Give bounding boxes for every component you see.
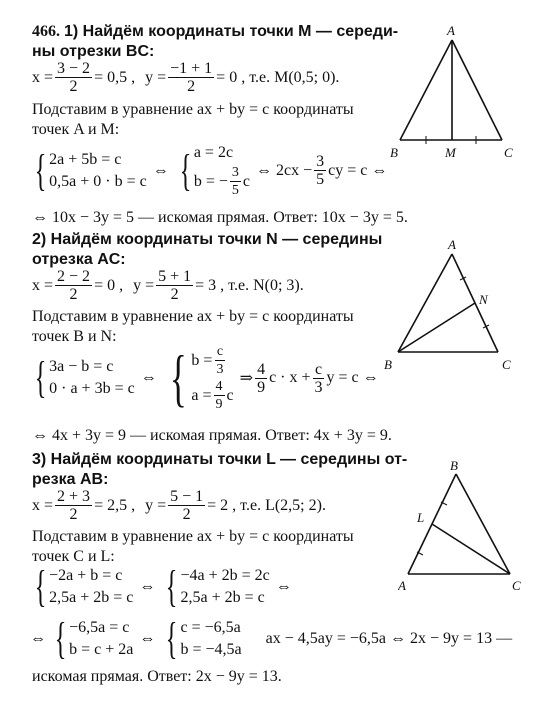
- part2-sub2: точек B и N:: [32, 328, 117, 345]
- part3-answer: искомая прямая. Ответ: 2x − 9y = 13.: [32, 668, 282, 685]
- svg-text:C: C: [512, 578, 521, 593]
- part2-heading-2: отрезка AC:: [32, 251, 126, 268]
- svg-text:A: A: [398, 578, 406, 593]
- part1-answer: ⇔ 10x − 3y = 5 — искомая прямая. Ответ: 10x − 3y = 5.: [32, 209, 408, 226]
- part3-systems-2: ⇔ { −6,5a = c b = c + 2a ⇔ { c = −6,5a b = −4,5a ax − 4,5ay = −6,5a ⇔ 2x − 9y = 13 —: [30, 614, 513, 663]
- part1-coords: x = $\frac{3 - 2}{2}$ = 0,5 , y = $\frac{-1 + 1}{2}$ = 0 , т.е. M(0,5; 0).: [32, 60, 340, 95]
- system: { 2a + 5b = c 0,5a + 0 · b = c: [34, 145, 147, 195]
- part3-heading: 3) Найдём координаты точки L — середины от-: [32, 451, 408, 468]
- part2-systems: { 3a − b = c 0 · a + 3b = c ⇔ { b = $\frac{c}{3}$ a = $\frac{4}{9}$ c ⇒ $\frac{4}{9}$ c · x + $\frac{c}{3}$ y = c ⇔: [30, 343, 379, 413]
- svg-text:A: A: [447, 23, 455, 38]
- system: { 3a − b = c 0 · a + 3b = c: [34, 353, 135, 402]
- part2-coords: x = $\frac{2 - 2}{2}$ = 0 , y = $\frac{5 + 1}{2}$ = 3 , т.е. N(0; 3).: [32, 268, 304, 303]
- part1-systems: { 2a + 5b = c 0,5a + 0 · b = c ⇔ { a = 2c b = − $\frac{3}{5}$ c ⇔ 2cx − $\frac{3}{5}$ cy = c ⇔: [30, 142, 387, 199]
- svg-text:L: L: [417, 510, 425, 525]
- part2-heading: 2) Найдём координаты точки N — середины: [32, 231, 383, 248]
- triangle-abc-diagram-2: [380, 232, 520, 382]
- part3-coords: x = $\frac{2 + 3}{2}$ = 2,5 , y = $\frac{5 - 1}{2}$ = 2 , т.е. L(2,5; 2).: [32, 488, 326, 523]
- part1-heading: 466. 1) Найдём координаты точки M — середи-: [32, 23, 399, 40]
- part3-systems-1: { −2a + b = c 2,5a + 2b = c ⇔ { −4a + 2b = 2c 2,5a + 2b = c ⇔: [30, 565, 292, 609]
- part3-sub1: Подставим в уравнение ax + by = c координаты: [32, 528, 354, 545]
- part1-sub2: точек A и M:: [32, 121, 120, 138]
- svg-text:C: C: [504, 145, 513, 160]
- svg-text:B: B: [450, 458, 458, 473]
- part1-heading-2: ны отрезки BC:: [32, 43, 155, 60]
- svg-text:B: B: [384, 357, 392, 372]
- system: { −6,5a = c b = c + 2a: [54, 614, 134, 663]
- problem-number: 466.: [32, 23, 60, 40]
- system: { a = 2c b = − $\frac{3}{5}$ c: [179, 144, 250, 198]
- part3-sub2: точек C и L:: [32, 548, 115, 565]
- system: { c = −6,5a b = −4,5a: [166, 614, 242, 663]
- system: { b = $\frac{c}{3}$ a = $\frac{4}{9}$ c: [169, 342, 234, 413]
- system: { −2a + b = c 2,5a + 2b = c: [34, 562, 134, 611]
- system: { −4a + 2b = 2c 2,5a + 2b = c: [166, 562, 270, 611]
- svg-text:C: C: [502, 357, 511, 372]
- part3-heading-2: резка AB:: [32, 471, 109, 488]
- svg-text:A: A: [448, 237, 456, 252]
- svg-text:M: M: [445, 145, 456, 160]
- svg-text:N: N: [479, 292, 488, 307]
- part1-sub1: Подставим в уравнение ax + by = c координаты: [32, 101, 354, 118]
- triangle-abc-diagram-1: [390, 20, 520, 170]
- triangle-abc-diagram-3: [398, 458, 528, 598]
- part2-answer: ⇔ 4x + 3y = 9 — искомая прямая. Ответ: 4x + 3y = 9.: [32, 427, 392, 444]
- svg-text:B: B: [390, 145, 398, 160]
- part2-sub1: Подставим в уравнение ax + by = c координаты: [32, 308, 354, 325]
